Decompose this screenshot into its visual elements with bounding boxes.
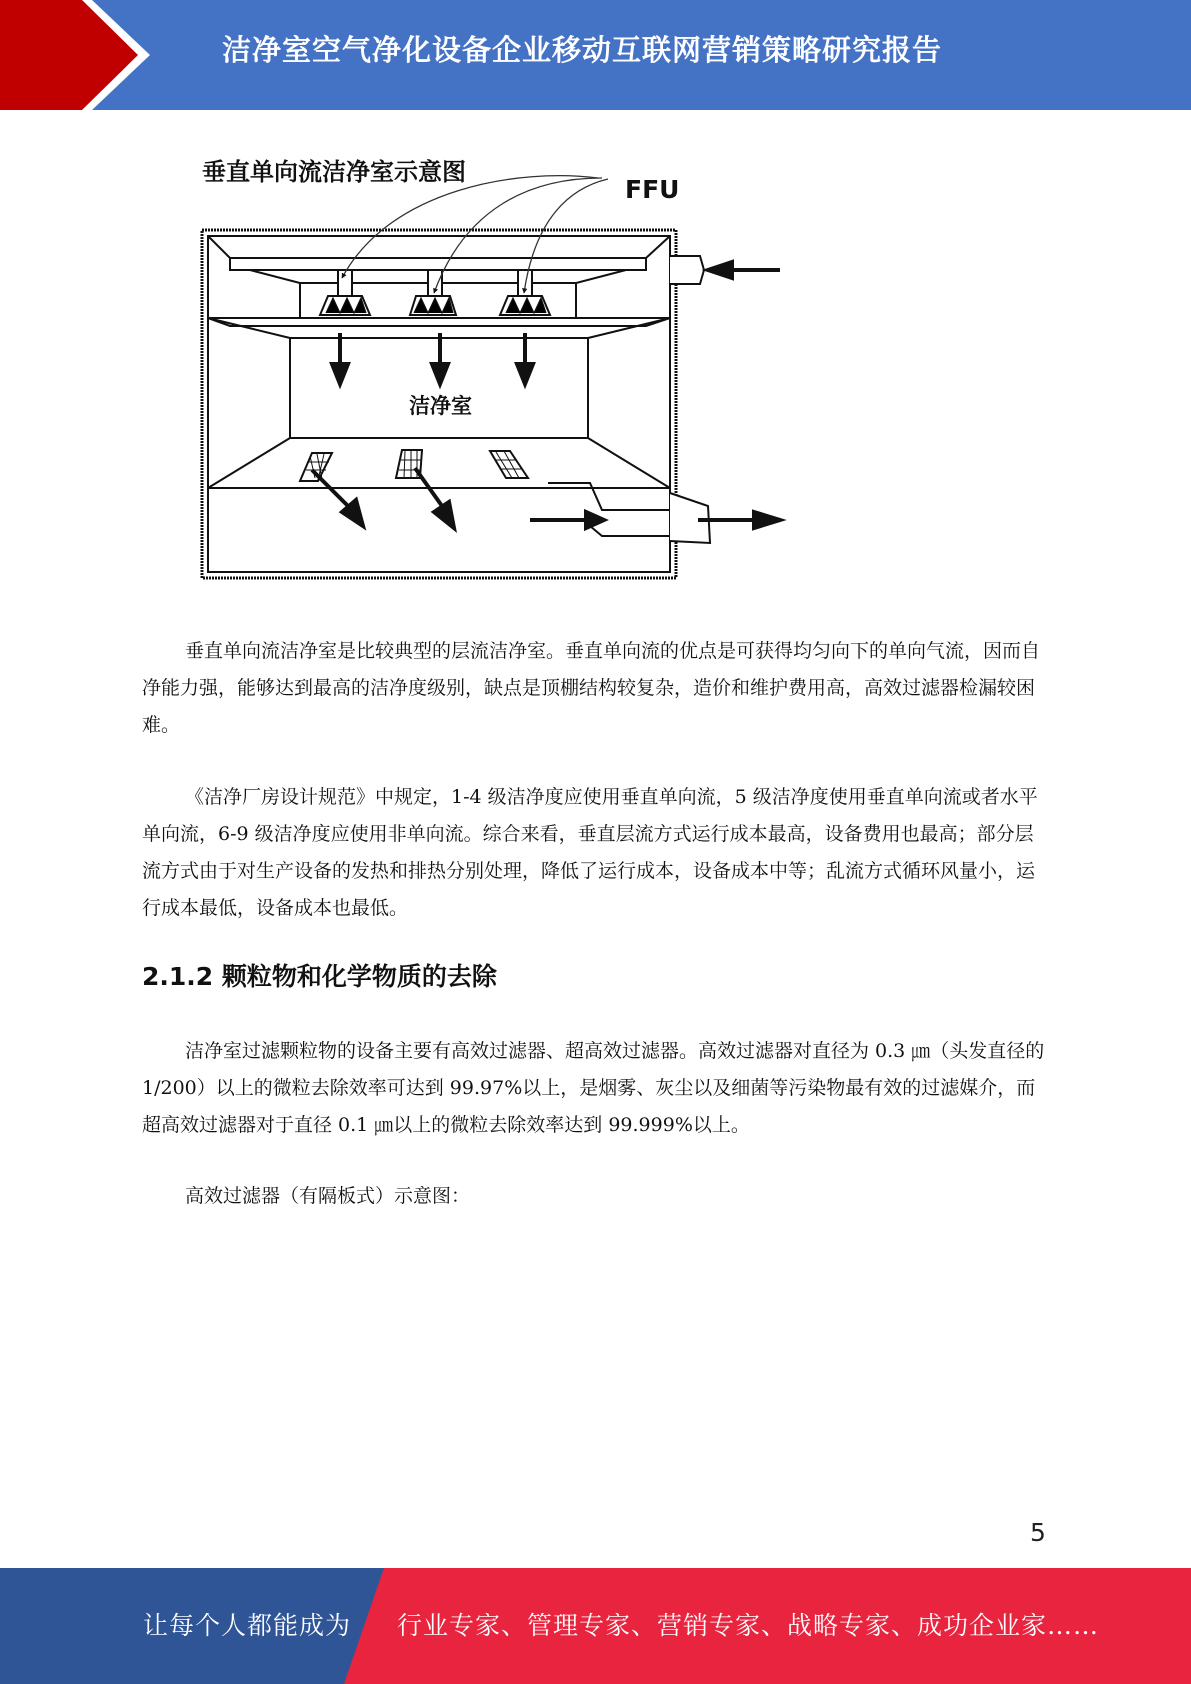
paragraph-2: 《洁净厂房设计规范》中规定，1-4 级洁净度应使用垂直单向流，5 级洁净度使用垂直单向流或者水平单向流，6-9 级洁净度应使用非单向流。综合来看，垂直层流方式运行成本最高，设备费用也最高；部分层流方式由于对生产设备的发热和排热分别处理，降低了运行成本，设备成本中等；乱流方式循环风量小，运行成本最低，设备成本也最低。 bbox=[142, 786, 1038, 919]
page-header bbox=[0, 0, 1191, 110]
diagram-title: 垂直单向流洁净室示意图 bbox=[202, 158, 466, 186]
header-title: 洁净室空气净化设备企业移动互联网营销策略研究报告 bbox=[222, 33, 943, 67]
page-number: 5 bbox=[1030, 1518, 1046, 1547]
room-label: 洁净室 bbox=[409, 394, 472, 418]
footer-slogan-left: 让每个人都能成为 bbox=[143, 1611, 352, 1640]
footer-slogan-right: 行业专家、管理专家、营销专家、战略专家、成功企业家…… bbox=[397, 1611, 1100, 1640]
ffu-label: FFU bbox=[625, 175, 680, 204]
paragraph-1: 垂直单向流洁净室是比较典型的层流洁净室。垂直单向流的优点是可获得均匀向下的单向气流，因而自净能力强，能够达到最高的洁净度级别，缺点是顶棚结构较复杂，造价和维护费用高，高效过滤器检漏较困难。 bbox=[142, 640, 1041, 736]
header-red-chevron bbox=[0, 0, 150, 110]
paragraph-4: 高效过滤器（有隔板式）示意图： bbox=[185, 1185, 471, 1207]
section-heading: 2.1.2 颗粒物和化学物质的去除 bbox=[142, 962, 497, 991]
paragraph-3: 洁净室过滤颗粒物的设备主要有高效过滤器、超高效过滤器。高效过滤器对直径为 0.3 ㎛（头发直径的 1/200）以上的微粒去除效率可达到 99.97%以上，是烟雾、灰尘以及细菌等污染物最有效的过滤媒介，而超高效过滤器对于直径 0.1 ㎛以上的微粒去除效率达到 99.999%以上。 bbox=[142, 1040, 1045, 1136]
cleanroom-diagram bbox=[190, 148, 810, 588]
